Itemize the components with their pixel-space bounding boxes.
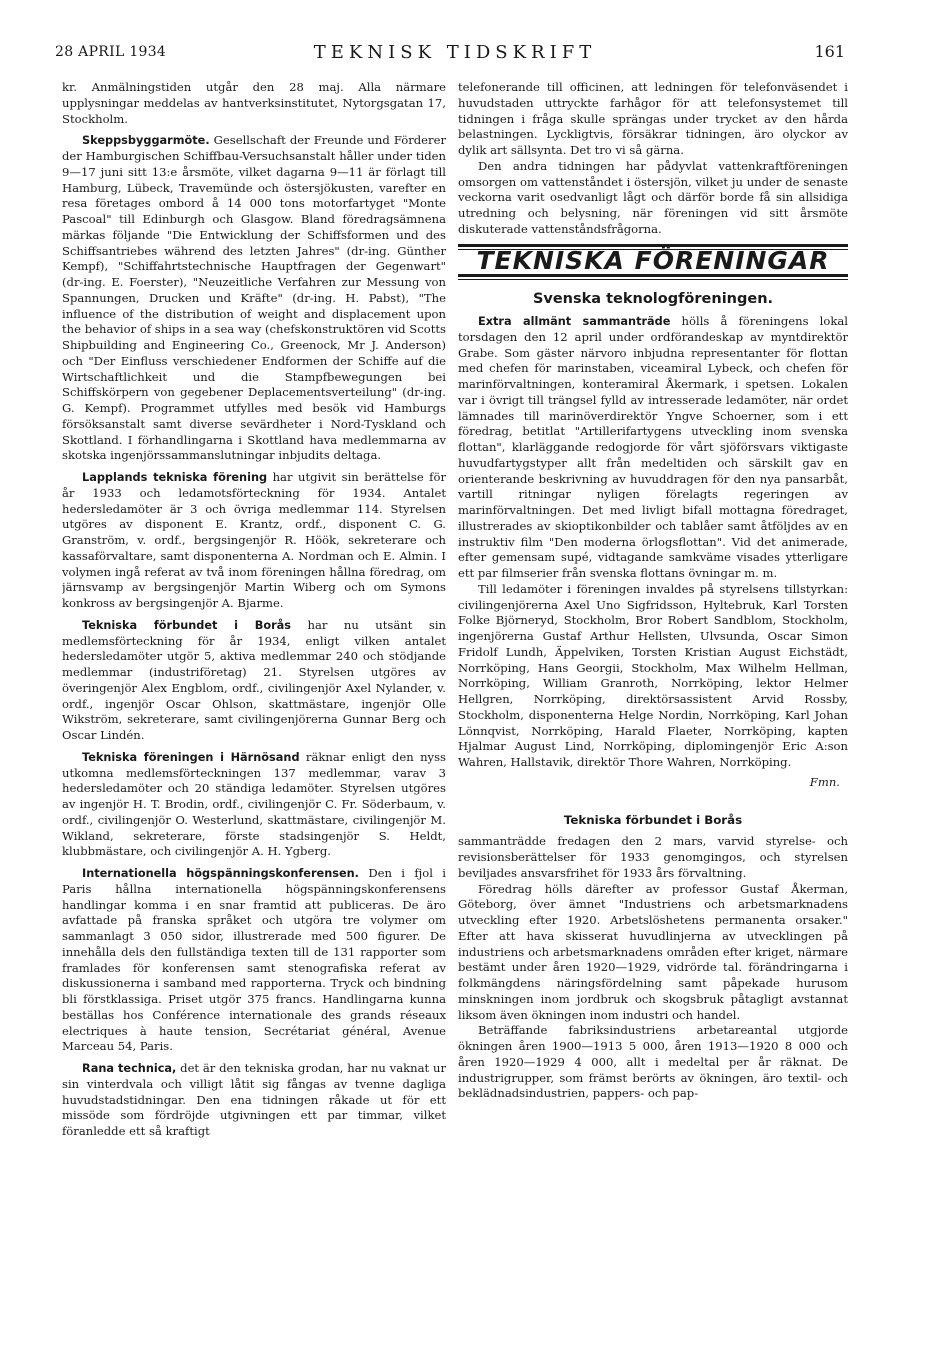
banner-title: TEKNISKA FÖRENINGAR [476, 245, 830, 275]
running-header [55, 40, 855, 70]
paragraph-boras-sammantrade: sammanträdde fredagen den 2 mars, varvid styrelse- och revisionsberättelser för 1933 genomgingos, och styrelsen beviljades ansvarsfrihet för 1933 års förvaltning. [458, 834, 848, 880]
left-column [62, 80, 446, 1310]
section-banner [458, 244, 848, 281]
paragraph-text: Gesellschaft der Freunde und Förderer der Hamburgischen Schiffbau-Versuchsanstalt håller under tiden 9—17 juni sitt 13:e årsmöte, vilket dagarna 9—11 är förlagt till Hamburg, Lübeck, Travemünde och östersjökusten, varefter en resa företages ombord å 14 000 tons motorfartyget "Monte Pascoal" till Edinburgh och Glasgow. Bland föredragsämnena märkas följande "Die Entwicklung der Schiffsformen und des Schiffsantriebes während des letzten Jahres" (dr-ing. Günther Kempf), "Schiffahrtstechnische Hauptfragen der Gegenwart" (dr-ing. E. Foerster), "Neuzeitliche Verfahren zur Messung von Spannungen, Drucken und Kräfte" (dr-ing. H. Pabst), "The influence of the distribution of weight and displacement upon the behavior of ships in a sea way (chefskonstruktören vid Scotts Shipbuilding and Engineering Co., Greenock, Mr J. Anderson) och "Der Einfluss verschiedener Endformen der Schiffe auf die Wirtschaftlichkeit und die Stampfbewegungen bei Schiffskörpern von gegebener Deplacementsverteilung" (dr-ing. G. Kempf). Programmet utfylles med besök vid Hamburgs försöksanstalt samt diverse sevärdheter i Nord-Tyskland och Skottland. I förhandlingarna i Skottland hava medlemmarna av skotska ingenjörssammanslutningar inbjudits deltaga. [62, 133, 446, 463]
journal-title: TEKNISK TIDSKRIFT [313, 42, 597, 63]
paragraph-skeppsbyggarmote [62, 133, 446, 464]
paragraph-text: hölls å föreningens lokal torsdagen den 12 april under ordförandeskap av myntdirektör Grabe. Som gäster närvoro inbjudna representanter för flottan med chefen för marinstaben, viceamiral Lybeck, och chefen för marinförvaltningen, konteramiral Åkermark, i spetsen. Lokalen var i övrigt till trängsel fylld av intresserade ledamöter, när ordet lämnades till marinöverdirektör Yngve Schoerner, som i ett föredrag, betitlat "Artillerifartygens utveckling inom svenska flottan", klarläggande redogjorde för vårt sjöförsvars viktigaste huvudfartygstyper allt från medeltiden och särskilt gav en orienterande beskrivning av huvuddragen för den nya pansarbåt, vartill ritningar nyligen förelagts regeringen av marinförvaltningen. Det med livligt bifall mottagna föredraget, illustrerades av skioptikonbilder och tablåer samt åtföljdes av en instruktiv film "Den moderna örlogsflottan". Vid det animerade, efter gemensam supé, vidtagande samkväme visades ytterligare ett par filmserier från svenska flottans övningar m. m. [458, 314, 848, 580]
paragraph-lapplands-forening [62, 470, 446, 612]
section-heading: Svenska teknologföreningen. [532, 291, 774, 308]
paragraph-hogspanningskonferensen [62, 866, 446, 1055]
issue-date: 28 APRIL 1934 [55, 44, 167, 60]
paragraph-rana-technica [62, 1061, 446, 1140]
paragraph-text: det är den tekniska grodan, har nu vaknat ur sin vinterdvala och villigt låtit sig fångas av tvenne dagliga huvudstadstidningar. Den ena tidningen råkade ut för ett missöde som fördröjde utgivningen ett par timmar, vilket föranledde ett så kraftigt [62, 1061, 446, 1138]
paragraph-boras-forbund [62, 618, 446, 744]
paragraph-extra-sammantrade [458, 314, 848, 582]
paragraph-harnosand-forening [62, 750, 446, 860]
runin-heading: Tekniska föreningen i Härnösand [82, 750, 300, 764]
runin-heading: Extra allmänt sammanträde [478, 315, 671, 328]
continued-paragraph: telefonerande till officinen, att ledningen för telefonväsendet i huvudstaden uttryckte farhågor för att telefonsystemet till tidningen i fråga skulle sprängas under trycket av den hårda belastningen. Lyckligtvis, försäkrar tidningen, äro olyckor av dylik art sällsynta. Det tro vi så gärna. [458, 80, 848, 157]
subsection-heading: Tekniska förbundet i Borås [563, 812, 743, 827]
banner-bottom-rule-thin [458, 279, 848, 280]
runin-heading: Rana technica, [82, 1062, 177, 1075]
runin-heading: Tekniska förbundet i Borås [82, 618, 292, 632]
paragraph-text: räknar enligt den nyss utkomna medlemsförteckningen 137 medlemmar, varav 3 hedersledamöter och 20 ständiga ledamöter. Styrelsen utgöres av ingenjör H. T. Brodin, ordf., civilingenjör C. Fr. Söderbaum, v. ordf., civilingenjör O. Westerlund, skattmästare, civilingenjör M. Wikland, sekreterare, förste stadsingenjör S. Heldt, klubbmästare, och civilingenjör A. H. Ygberg. [62, 749, 446, 859]
signature: Fmn. [809, 774, 840, 789]
runin-heading: Internationella högspänningskonferensen. [82, 867, 359, 880]
paragraph-fabriksindustri: Beträffande fabriksindustriens arbetareantal utgjorde ökningen åren 1900—1913 5 000, åren 1913—1920 8 000 och åren 1920—1929 4 000, allt i medeltal per år räknat. De industrigrupper, som främst berörts av ökningen, äro textil- och beklädnadsindustrien, pappers- och pap- [458, 1023, 848, 1101]
runin-heading: Skeppsbyggarmöte. [82, 134, 210, 148]
paragraph-nya-ledamoter: Till ledamöter i föreningen invaldes på styrelsens tillstyrkan: civilingenjörerna Axel Uno Sigfridsson, Hyltebruk, Karl Torsten Folke Björneryd, Stockholm, Bror Robert Sandblom, Stockholm, ingenjörerna Gustaf Arthur Hellsten, Ulvsunda, Oscar Simon Fridolf Lundh, Äppelviken, Torsten Kristian August Eichstädt, Norrköping, Hans Georgii, Stockholm, Max Wilhelm Hellman, Norrköping, William Granroth, Norrköping, lektor Helmer Hellgren, Norrköping, direktörsassistent Arvid Rossby, Stockholm, disponenterna Helge Nordin, Norrköping, Karl Johan Lönnqvist, Norrköping, Harald Flaeter, Norrköping, kapten Hjalmar August Lind, Norrköping, diplomingenjör Eric A:son Wahren, Hallstavik, direktör Thore Wahren, Norrköping. [458, 581, 848, 769]
paragraph-text: Den i fjol i Paris hållna internationella högspänningskonferensens handlingar komma i en snar framtid att publiceras. De äro avfattade på franska språket och utgöra tre volymer om sammanlagt 3 050 sidor, illustrerade med 500 figurer. De innehålla dels den fullständiga texten till de 131 rapporter som framlades för konferensen samt stenografiska referat av diskussionerna i samband med rapporterna. Tryck och bindning bli förstklassiga. Priset utgör 375 francs. Handlingarna kunna beställas hos Conférence internationale des grands réseaux electriques à haute tension, Secrétariat général, Avenue Marceau 54, Paris. [62, 866, 446, 1054]
banner-bottom-rule [458, 274, 848, 277]
paragraph-text: har utgivit sin berättelse för år 1933 och ledamotsförteckning för 1934. Antalet hedersledamöter är 3 och övriga medlemmar 114. Styrelsen utgöres av disponent E. Krantz, ordf., disponent C. G. Granström, v. ordf., bergsingenjör R. Höök, sekreterare och kassaförvaltare, samt disponenterna A. Nordman och E. Almin. I volymen ingå referat av två inom föreningen hållna föredrag, om järnsvamp av bergsingenjör Martin Wiberg och om Symons konkross av bergsingenjör A. Bjarme. [62, 470, 446, 610]
runin-heading: Lapplands tekniska förening [82, 471, 268, 484]
paragraph-foredrag: Föredrag hölls därefter av professor Gustaf Åkerman, Göteborg, över ämnet "Industriens och arbetsmarknadens utveckling efter 1920. Arbetslöshetens permanenta orsaker." Efter att hava skisserat huvudlinjerna av utvecklingen på industriens och arbetsmarknadens områden efter kriget, närmare bestämt under åren 1920—1929, vidrörde tal. förändringarna i folkmängdens näringsfördelning samt påpekade hurusom minskningen inom jordbruk och skogsbruk påtagligt avstannat liksom även ökningen inom industri och handel. [458, 881, 848, 1022]
paragraph-text: har nu utsänt sin medlemsförteckning för år 1934, enligt vilken antalet hedersledamöter utgör 5, aktiva medlemmar 240 och stödjande medlemmar (industriföretag) 21. Styrelsen utgöres av överingenjör Alex Engblom, ordf., civilingenjör Axel Nylander, v. ordf., ingenjör Oscar Ohlson, skattmästare, ingenjör Olle Wikström, sekreterare, samt civilingenjörerna Gunnar Berg och Oscar Lindén. [62, 617, 446, 742]
paragraph-vattenkraft: Den andra tidningen har pådyvlat vattenkraftföreningen omsorgen om vattenståndet i östersjön, vilket ju under de senaste veckorna varit osedvanligt lågt och därför borde få sin allsidiga utredning och belysning, när föreningen vid sitt årsmöte diskuterade vattenståndsfrågorna. [458, 158, 848, 236]
continued-paragraph: kr. Anmälningstiden utgår den 28 maj. Alla närmare upplysningar meddelas av hantverksinstitutet, Nytorgsgatan 17, Stockholm. [62, 80, 446, 126]
page-number: 161 [814, 42, 845, 61]
right-column [458, 80, 848, 1320]
